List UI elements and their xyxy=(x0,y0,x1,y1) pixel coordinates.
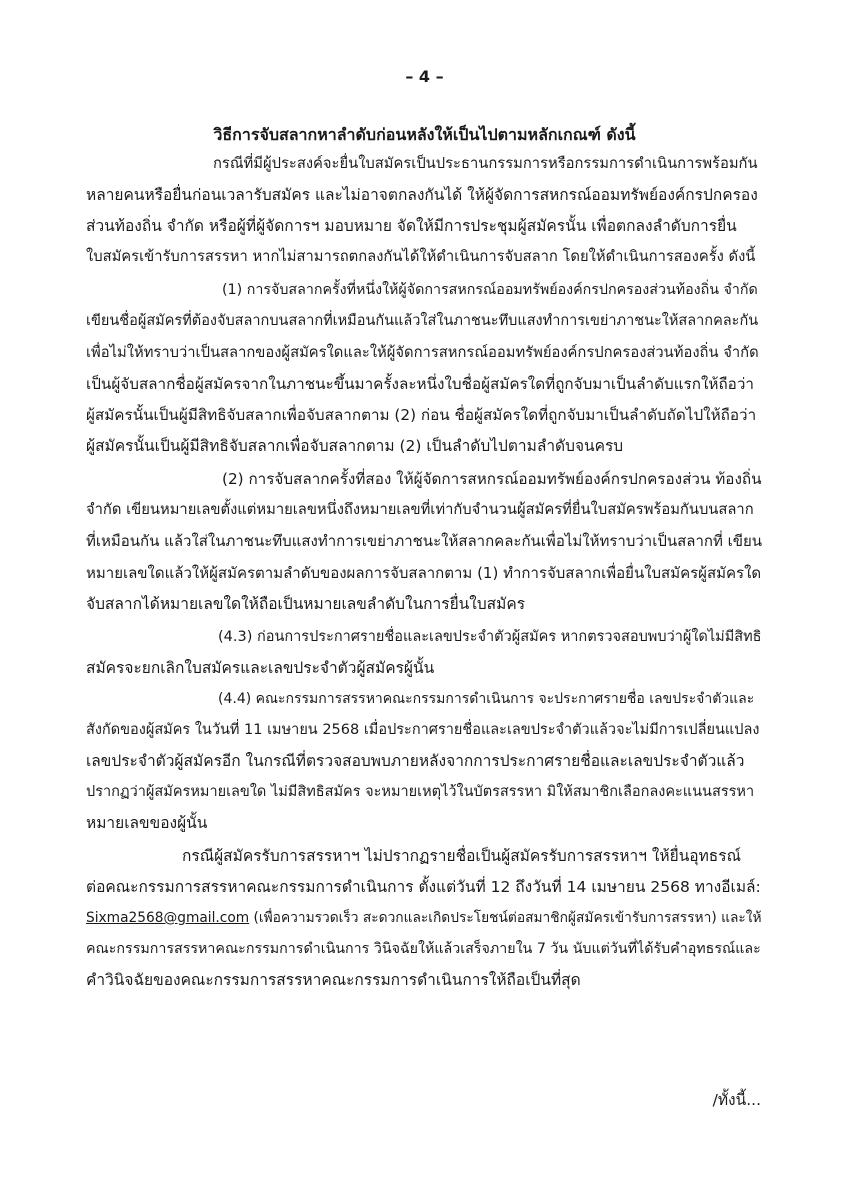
paragraph-line: ผู้สมัครนั้นเป็นผู้มีสิทธิจับสลากเพื่อจับสลากตาม (2) เป็นลำดับไปตามลำดับจนครบ xyxy=(86,437,624,455)
paragraph-line: จำกัด เขียนหมายเลขตั้งแต่หมายเลขหนึ่งถึงหมายเลขที่เท่ากับจำนวนผู้สมัครที่ยื่นใบสมัครพร้อมกันบนสลาก xyxy=(86,501,754,518)
paragraph-line: คำวินิจฉัยของคณะกรรมการสรรหาคณะกรรมการดำเนินการให้ถือเป็นที่สุด xyxy=(86,971,581,989)
paragraph-line: หมายเลขของผู้นั้น xyxy=(86,814,208,832)
paragraph-line: หมายเลขใดแล้วให้ผู้สมัครตามลำดับของผลการจับสลากตาม (1) ทำการจับสลากเพื่อยื่นใบสมัครผู้สมัครใด xyxy=(86,564,762,582)
paragraph-line: (4.4) คณะกรรมการสรรหาคณะกรรมการดำเนินการ จะประกาศรายชื่อ เลขประจำตัวและ xyxy=(218,691,755,707)
paragraph-line: เพื่อไม่ให้ทราบว่าเป็นสลากของผู้สมัครใดและให้ผู้จัดการสหกรณ์ออมทรัพย์องค์กรปกครองส่วนท้องถิ่น จำกัด xyxy=(86,344,759,361)
section-heading: วิธีการจับสลากหาลำดับก่อนหลังให้เป็นไปตามหลักเกณฑ์ ดังนี้ xyxy=(213,125,636,144)
paragraph-line: เป็นผู้จับสลากชื่อผู้สมัครจากในภาชนะขึ้นมาครั้งละหนึ่งใบชื่อผู้สมัครใดที่ถูกจับมาเป็นลำดับแรกให้ถือว่า xyxy=(86,375,754,393)
paragraph-line: สมัครจะยกเลิกใบสมัครและเลขประจำตัวผู้สมัครผู้นั้น xyxy=(86,659,435,677)
paragraph-line: (2) การจับสลากครั้งที่สอง ให้ผู้จัดการสหกรณ์ออมทรัพย์องค์กรปกครองส่วน ท้องถิ่น xyxy=(222,470,762,488)
paragraph-line: เลขประจำตัวผู้สมัครอีก ในกรณีที่ตรวจสอบพบภายหลังจากการประกาศรายชื่อและเลขประจำตัวแล้ว xyxy=(86,752,745,770)
paragraph-line: จับสลากได้หมายเลขใดให้ถือเป็นหมายเลขลำดับในการยื่นใบสมัคร xyxy=(86,595,526,613)
email-line xyxy=(86,908,762,928)
email-line-text: (เพื่อความรวดเร็ว สะดวกและเกิดประโยชน์ต่อสมาชิกผู้สมัครเข้ารับการสรรหา) และให้ xyxy=(249,910,762,926)
paragraph-line: ต่อคณะกรรมการสรรหาคณะกรรมการดำเนินการ ตั้งแต่วันที่ 12 ถึงวันที่ 14 เมษายน 2568 ทางอีเมล์: xyxy=(86,878,761,896)
paragraph-line: สังกัดของผู้สมัคร ในวันที่ 11 เมษายน 2568 เมื่อประกาศรายชื่อและเลขประจำตัวแล้วจะไม่มีการเปลี่ยนแปลง xyxy=(86,722,760,738)
paragraph-line: กรณีที่มีผู้ประสงค์จะยื่นใบสมัครเป็นประธานกรรมการหรือกรรมการดำเนินการพร้อมกัน xyxy=(213,155,758,172)
continuation-footer: /ทั้งนี้... xyxy=(712,1091,761,1109)
paragraph-line: (4.3) ก่อนการประกาศรายชื่อและเลขประจำตัวผู้สมัคร หากตรวจสอบพบว่าผู้ใดไม่มีสิทธิ xyxy=(218,629,762,645)
page-number: – 4 – xyxy=(405,67,444,86)
paragraph-line: เขียนชื่อผู้สมัครที่ต้องจับสลากบนสลากที่เหมือนกันแล้วใส่ในภาชนะทึบแสงทำการเขย่าภาชนะให้สลากคละกัน xyxy=(86,313,759,329)
paragraph-line: หลายคนหรือยื่นก่อนเวลารับสมัคร และไม่อาจตกลงกันได้ ให้ผู้จัดการสหกรณ์ออมทรัพย์องค์กรปกครอง xyxy=(86,186,758,204)
paragraph-line: (1) การจับสลากครั้งที่หนึ่งให้ผู้จัดการสหกรณ์ออมทรัพย์องค์กรปกครองส่วนท้องถิ่น จำกัด xyxy=(222,282,758,298)
paragraph-line: กรณีผู้สมัครรับการสรรหาฯ ไม่ปรากฏรายชื่อเป็นผู้สมัครรับการสรรหาฯ ให้ยื่นอุทธรณ์ xyxy=(182,847,741,865)
paragraph-line: ที่เหมือนกัน แล้วใส่ในภาชนะทึบแสงทำการเขย่าภาชนะให้สลากคละกันเพื่อไม่ให้ทราบว่าเป็นสลากที่ เขียน xyxy=(86,532,763,550)
email-link[interactable]: Sixma2568@gmail.com xyxy=(86,910,250,926)
paragraph-line: ผู้สมัครนั้นเป็นผู้มีสิทธิจับสลากเพื่อจับสลากตาม (2) ก่อน ชื่อผู้สมัครใดที่ถูกจับมาเป็นลำดับถัดไปให้ถือว่า xyxy=(86,406,757,424)
paragraph-line: คณะกรรมการสรรหาคณะกรรมการดำเนินการ วินิจฉัยให้แล้วเสร็จภายใน 7 วัน นับแต่วันที่ได้รับคำอุทธรณ์และ xyxy=(86,941,761,957)
paragraph-line: ปรากฏว่าผู้สมัครหมายเลขใด ไม่มีสิทธิสมัคร จะหมายเหตุไว้ในบัตรสรรหา มิให้สมาชิกเลือกลงคะแนนสรรหา xyxy=(86,784,755,800)
paragraph-line: ใบสมัครเข้ารับการสรรหา หากไม่สามารถตกลงกันได้ให้ดำเนินการจับสลาก โดยให้ดำเนินการสองครั้ง ดังนี้ xyxy=(86,248,756,265)
paragraph-line: ส่วนท้องถิ่น จำกัด หรือผู้ที่ผู้จัดการฯ มอบหมาย จัดให้มีการประชุมผู้สมัครนั้น เพื่อตกลงลำดับการยื่น xyxy=(86,217,737,235)
